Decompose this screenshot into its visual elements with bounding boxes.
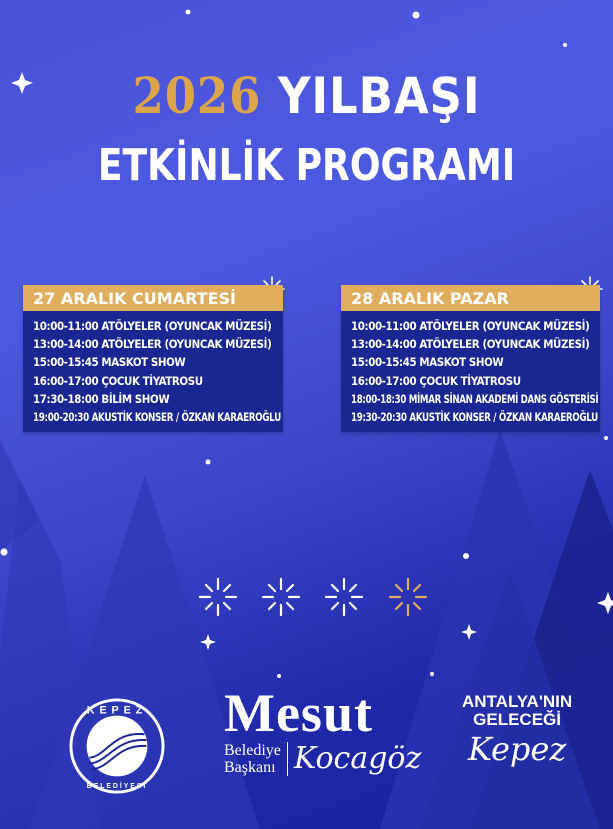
title-yilbasi: YILBAŞI [277, 67, 481, 125]
kepez-belediyesi-logo [68, 697, 166, 795]
mayor-surname: Kocagöz [293, 741, 422, 776]
event-item: 13:00-14:00 ATÖLYELER (OYUNCAK MÜZESİ) [33, 337, 272, 352]
event-item: 18:00-18:30 MİMAR SİNAN AKADEMİ DANS GÖSTERİSİ [351, 391, 599, 406]
title-line-2: ETKİNLİK PROGRAMI [97, 140, 516, 191]
event-item: 16:00-17:00 ÇOCUK TİYATROSU [351, 373, 521, 388]
event-item: 15:00-15:45 MASKOT SHOW [33, 355, 186, 370]
mayor-logo [224, 685, 421, 776]
day-header: 28 ARALIK PAZAR [341, 285, 600, 311]
event-item: 17:30-18:00 BİLİM SHOW [33, 391, 170, 406]
event-item: 10:00-11:00 ATÖLYELER (OYUNCAK MÜZESİ) [351, 319, 590, 333]
title-year: 2026 [132, 66, 262, 125]
slogan-line-2: GELECEĞİ [473, 710, 561, 729]
day-header: 27 ARALIK CUMARTESİ [23, 285, 283, 311]
mayor-role-2: Başkanı [224, 758, 276, 776]
day-card-saturday [23, 285, 283, 432]
slogan-brand: Kepez [467, 730, 567, 768]
title-line-1 [31, 66, 583, 125]
event-item: 13:00-14:00 ATÖLYELER (OYUNCAK MÜZESİ) [351, 337, 590, 352]
mayor-name: Mesut [224, 683, 373, 743]
event-item: 16:00-17:00 ÇOCUK TİYATROSU [33, 373, 203, 388]
event-item: 15:00-15:45 MASKOT SHOW [351, 355, 504, 370]
slogan-logo [462, 693, 572, 769]
mayor-role-1: Belediye [224, 741, 281, 759]
svg-text:BELEDİYESİ: BELEDİYESİ [86, 783, 148, 791]
slogan-line-1: ANTALYA'NIN [462, 692, 573, 711]
event-item: 19:00-20:30 AKUSTİK KONSER / ÖZKAN KARAEROĞLU [33, 410, 281, 425]
event-item: 19:30-20:30 AKUSTİK KONSER / ÖZKAN KARAEROĞLU [351, 410, 598, 425]
day-card-sunday [341, 285, 600, 432]
svg-text:KEPEZ: KEPEZ [86, 704, 148, 717]
event-item: 10:00-11:00 ATÖLYELER (OYUNCAK MÜZESİ) [33, 319, 272, 333]
